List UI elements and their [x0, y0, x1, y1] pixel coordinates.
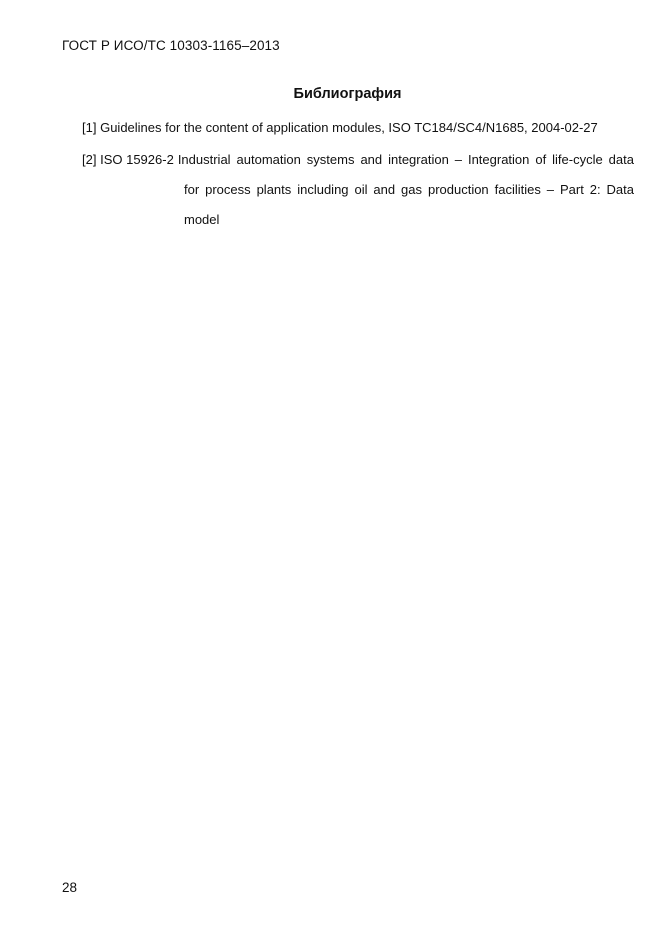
section-title: Библиография — [293, 86, 402, 102]
reference-label: [1] — [82, 120, 97, 135]
document-header: ГОСТ Р ИСО/ТС 10303-1165–2013 — [62, 38, 280, 53]
reference-code: ISO 15926-2 — [100, 152, 174, 167]
reference-text: Guidelines for the content of application modules, ISO TC184/SC4/N1685, 2004-02-27 — [100, 120, 598, 135]
reference-item-1 — [82, 113, 598, 143]
reference-item-2 — [82, 145, 634, 235]
reference-text-continuation: for process plants including oil and gas production facilities – Part 2: Data model — [184, 182, 634, 227]
page-number: 28 — [62, 880, 78, 895]
reference-first-line — [82, 145, 634, 175]
reference-text-line1: Industrial automation systems and integration – Integration of life-cycle data — [177, 152, 634, 167]
reference-label: [2] ISO 15926-2 — [82, 152, 174, 167]
